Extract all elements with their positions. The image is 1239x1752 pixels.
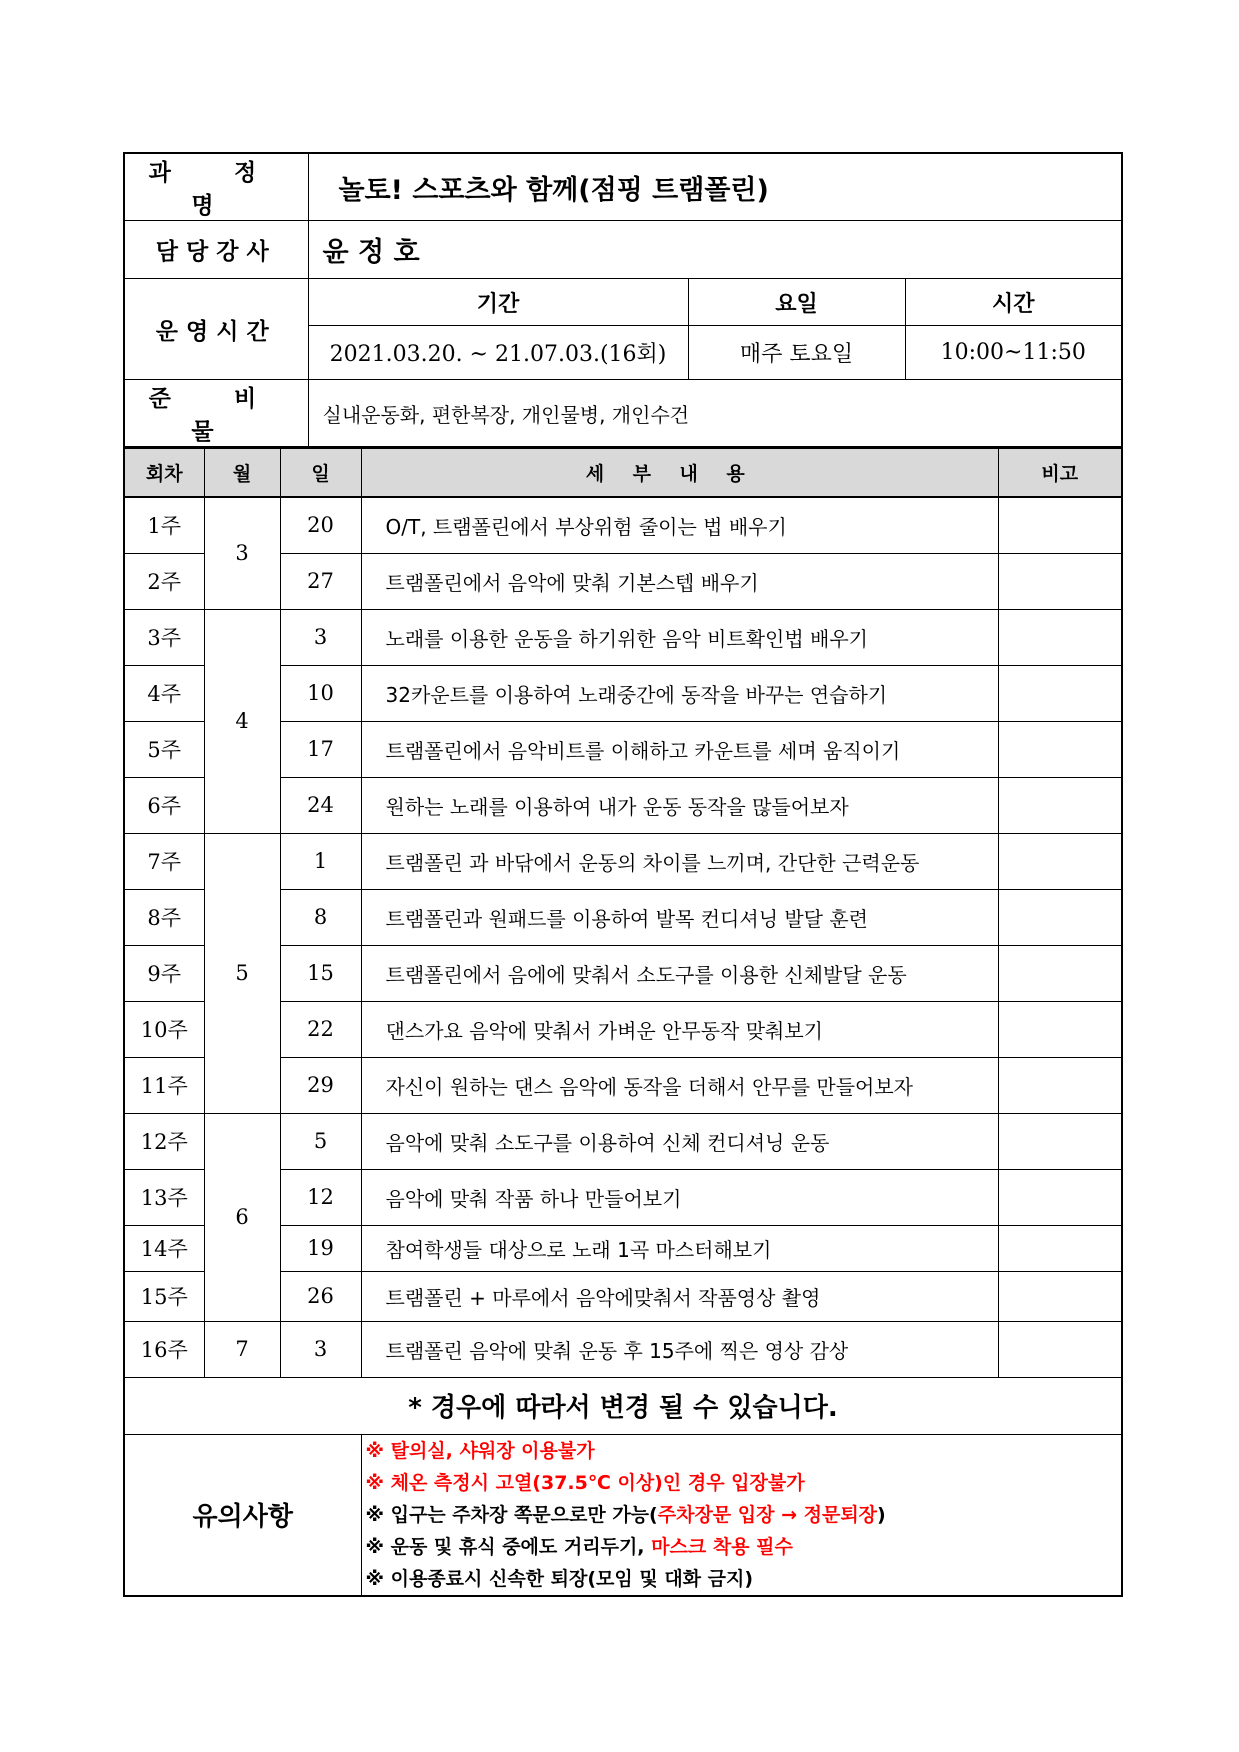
- day-cell: 1: [280, 833, 361, 889]
- remark-cell: [998, 609, 1122, 665]
- caution-line-1: ※ 탈의실, 샤워장 이용불가: [365, 1439, 595, 1462]
- day-cell: 3: [280, 1321, 361, 1377]
- materials-value: 실내운동화, 편한복장, 개인물병, 개인수건: [308, 380, 1122, 448]
- course-name-label: 과 정 명: [124, 153, 308, 221]
- content-cell: 댄스가요 음악에 맞춰서 가벼운 안무동작 맞춰보기: [361, 1001, 998, 1057]
- schedule-table: [123, 448, 1123, 1597]
- content-cell: 트램폴린에서 음에에 맞춰서 소도구를 이용한 신체발달 운동: [361, 945, 998, 1001]
- caution-line-3-text: ※ 입구는 주차장 쪽문으로만 가능: [365, 1503, 650, 1526]
- cautions-label: 유의사항: [124, 1434, 361, 1596]
- day-cell: 17: [280, 721, 361, 777]
- day-cell: 8: [280, 889, 361, 945]
- session-cell: 11주: [124, 1057, 204, 1113]
- course-document: [123, 152, 1121, 1597]
- session-cell: 7주: [124, 833, 204, 889]
- day-cell: 15: [280, 945, 361, 1001]
- month-cell: 5: [204, 833, 280, 1113]
- remark-cell: [998, 721, 1122, 777]
- day-cell: 20: [280, 497, 361, 553]
- day-of-week-header: 요일: [688, 279, 905, 326]
- detail-header: 세부내용: [361, 449, 998, 498]
- remark-cell: [998, 777, 1122, 833]
- day-cell: 22: [280, 1001, 361, 1057]
- caution-line-4-text: ※ 운동 및 휴식 중에도 거리두기,: [365, 1535, 652, 1558]
- materials-label: 준 비 물: [124, 380, 308, 448]
- content-cell: 노래를 이용한 운동을 하기위한 음악 비트확인법 배우기: [361, 609, 998, 665]
- day-cell: 26: [280, 1271, 361, 1321]
- day-cell: 27: [280, 553, 361, 609]
- session-cell: 2주: [124, 553, 204, 609]
- caution-line-4-highlight: 마스크 착용 필수: [651, 1535, 793, 1558]
- caution-line-3: [366, 1499, 1118, 1531]
- session-cell: 16주: [124, 1321, 204, 1377]
- course-info-table: [123, 152, 1123, 448]
- content-cell: 자신이 원하는 댄스 음악에 동작을 더해서 안무를 만들어보자: [361, 1057, 998, 1113]
- caution-line-5: ※ 이용종료시 신속한 퇴장(모임 및 대화 금지): [365, 1567, 754, 1590]
- content-cell: 원하는 노래를 이용하여 내가 운동 동작을 많들어보자: [361, 777, 998, 833]
- content-cell: 음악에 맞춰 소도구를 이용하여 신체 컨디셔닝 운동: [361, 1113, 998, 1169]
- day-cell: 12: [280, 1169, 361, 1225]
- remark-cell: [998, 833, 1122, 889]
- content-cell: 음악에 맞춰 작품 하나 만들어보기: [361, 1169, 998, 1225]
- session-cell: 5주: [124, 721, 204, 777]
- schedule-header-row: [124, 449, 1122, 498]
- time-value: 10:00~11:50: [905, 326, 1122, 380]
- period-value: 2021.03.20. ~ 21.07.03.(16회): [308, 326, 688, 380]
- remark-cell: [998, 889, 1122, 945]
- session-cell: 12주: [124, 1113, 204, 1169]
- remark-cell: [998, 553, 1122, 609]
- change-note-row: [124, 1377, 1122, 1434]
- remark-cell: [998, 497, 1122, 553]
- day-cell: 3: [280, 609, 361, 665]
- month-cell: 6: [204, 1113, 280, 1321]
- content-cell: O/T, 트램폴린에서 부상위험 줄이는 법 배우기: [361, 497, 998, 553]
- content-cell: 참여학생들 대상으로 노래 1곡 마스터해보기: [361, 1225, 998, 1271]
- content-cell: 트램폴린에서 음악에 맞춰 기본스텝 배우기: [361, 553, 998, 609]
- caution-line-2: ※ 체온 측정시 고열(37.5℃ 이상)인 경우 입장불가: [365, 1471, 805, 1494]
- session-cell: 13주: [124, 1169, 204, 1225]
- session-cell: 10주: [124, 1001, 204, 1057]
- remark-cell: [998, 665, 1122, 721]
- change-note: * 경우에 따라서 변경 될 수 있습니다.: [124, 1377, 1122, 1434]
- content-cell: 트램폴린 과 바닦에서 운동의 차이를 느끼며, 간단한 근력운동: [361, 833, 998, 889]
- session-cell: 9주: [124, 945, 204, 1001]
- course-name: 놀토! 스포츠와 함께(점핑 트램폴린): [308, 153, 1122, 221]
- day-cell: 10: [280, 665, 361, 721]
- operation-time-label: 운영시간: [124, 279, 308, 380]
- content-cell: 트램폴린 + 마루에서 음악에맞춰서 작품영상 촬영: [361, 1271, 998, 1321]
- period-header: 기간: [308, 279, 688, 326]
- caution-line-4: [366, 1531, 1118, 1563]
- table-row: [124, 1113, 1122, 1169]
- day-of-week-value: 매주 토요일: [688, 326, 905, 380]
- remark-cell: [998, 945, 1122, 1001]
- caution-line-3-paren-open: (: [649, 1503, 658, 1526]
- content-cell: 트램폴린에서 음악비트를 이해하고 카운트를 세며 움직이기: [361, 721, 998, 777]
- table-row: [124, 833, 1122, 889]
- cautions-row: [124, 1434, 1122, 1596]
- session-header: 회차: [124, 449, 204, 498]
- month-cell: 4: [204, 609, 280, 833]
- day-cell: 29: [280, 1057, 361, 1113]
- month-cell: 3: [204, 497, 280, 609]
- session-cell: 15주: [124, 1271, 204, 1321]
- caution-line-3-paren-close: ): [877, 1503, 886, 1526]
- remark-cell: [998, 1225, 1122, 1271]
- session-cell: 8주: [124, 889, 204, 945]
- table-row: [124, 609, 1122, 665]
- time-header: 시간: [905, 279, 1122, 326]
- remark-cell: [998, 1321, 1122, 1377]
- caution-line-3-highlight: 주차장문 입장 → 정문퇴장: [657, 1503, 878, 1526]
- instructor-label: 담당강사: [124, 221, 308, 279]
- instructor-name: 윤정호: [308, 221, 1122, 279]
- session-cell: 4주: [124, 665, 204, 721]
- session-cell: 6주: [124, 777, 204, 833]
- day-cell: 24: [280, 777, 361, 833]
- day-cell: 19: [280, 1225, 361, 1271]
- remark-cell: [998, 1001, 1122, 1057]
- day-cell: 5: [280, 1113, 361, 1169]
- remark-cell: [998, 1169, 1122, 1225]
- content-cell: 트램폴린과 원패드를 이용하여 발목 컨디셔닝 발달 훈련: [361, 889, 998, 945]
- session-cell: 3주: [124, 609, 204, 665]
- table-row: [124, 1321, 1122, 1377]
- content-cell: 트램폴린 음악에 맞춰 운동 후 15주에 찍은 영상 감상: [361, 1321, 998, 1377]
- day-header: 일: [280, 449, 361, 498]
- remark-cell: [998, 1271, 1122, 1321]
- month-header: 월: [204, 449, 280, 498]
- session-cell: 1주: [124, 497, 204, 553]
- remark-header: 비고: [998, 449, 1122, 498]
- table-row: [124, 497, 1122, 553]
- remark-cell: [998, 1113, 1122, 1169]
- remark-cell: [998, 1057, 1122, 1113]
- session-cell: 14주: [124, 1225, 204, 1271]
- content-cell: 32카운트를 이용하여 노래중간에 동작을 바꾸는 연습하기: [361, 665, 998, 721]
- month-cell: 7: [204, 1321, 280, 1377]
- cautions-list: [361, 1434, 1122, 1596]
